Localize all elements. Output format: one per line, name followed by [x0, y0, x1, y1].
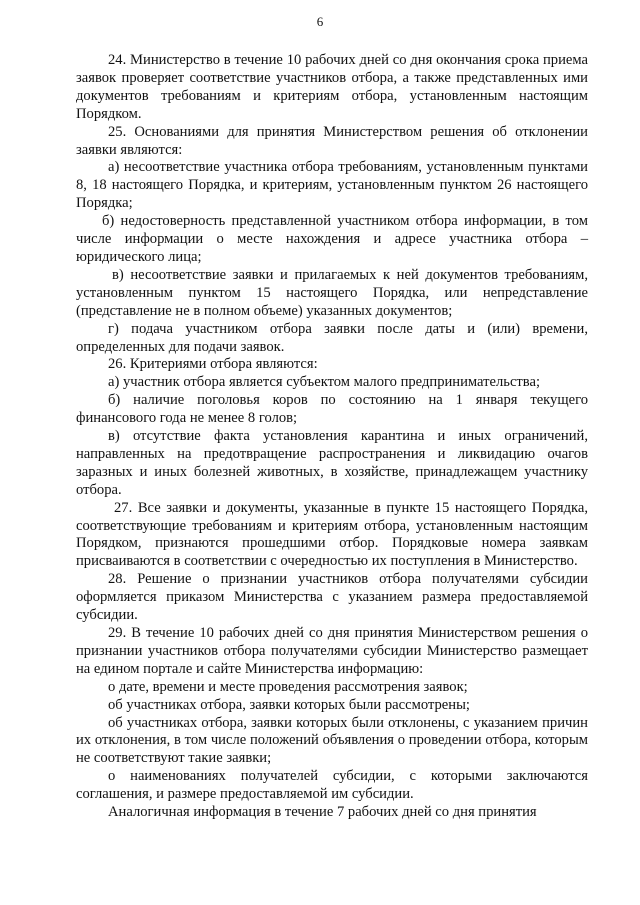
paragraph-27: 27. Все заявки и документы, указанные в пункте 15 настоящего Порядка, соответствующие требованиям и критериям отбора, установленным настоящим Порядком, признаются прошедшими отбор. Порядковые номера заявкам присваиваются в соответствии с очередностью их поступления в Министерство.	[76, 499, 588, 570]
paragraph-26-b: б) наличие поголовья коров по состоянию на 1 января текущего финансового года не менее 8 голов;	[76, 392, 588, 427]
paragraph-25-a: а) несоответствие участника отбора требованиям, установленным пунктами 8, 18 настоящего Порядка, и критериям, установленным пунктом 26 настоящего Порядка;	[76, 159, 588, 212]
paragraph-24: 24. Министерство в течение 10 рабочих дней со дня окончания срока приема заявок проверяет соответствие участников отбора, а также представленных ими документов требованиям и критериям отбора, установленным настоящим Порядком.	[76, 52, 588, 122]
document-body	[76, 52, 588, 822]
paragraph-28: 28. Решение о признании участников отбора получателями субсидии оформляется приказом Министерства с указанием размера предоставляемой субсидии.	[76, 571, 588, 624]
paragraph-26: 26. Критериями отбора являются:	[108, 356, 318, 373]
page-number: 6	[316, 14, 324, 29]
paragraph-29-item-1: о дате, времени и месте проведения рассмотрения заявок;	[108, 678, 468, 695]
paragraph-26-a: а) участник отбора является субъектом малого предпринимательства;	[108, 374, 541, 391]
paragraph-29-item-4: о наименованиях получателей субсидии, с которыми заключаются соглашения, и размере предоставляемой им субсидии.	[76, 768, 588, 803]
paragraph-29: 29. В течение 10 рабочих дней со дня принятия Министерством решения о признании участников отбора получателями субсидии Министерство размещает на едином портале и сайте Министерства информацию:	[76, 625, 588, 677]
paragraph-25-g: г) подача участником отбора заявки после даты и (или) времени, определенных для подачи заявок.	[76, 320, 588, 355]
paragraph-25-v: в) несоответствие заявки и прилагаемых к ней документов требованиям, установленным пунктом 15 настоящего Порядка, или непредставление (представление не в полном объеме) указанных документов;	[76, 266, 588, 319]
paragraph-29-item-3: об участниках отбора, заявки которых были отклонены, с указанием причин их отклонения, в том числе положений объявления о проведении отбора, которым не соответствуют такие заявки;	[76, 714, 588, 767]
paragraph-26-v: в) отсутствие факта установления карантина и иных ограничений, направленных на предотвращение распространения и ликвидацию очагов заразных и иных болезней животных, в хозяйстве, принадлежащем участнику отбора.	[76, 428, 588, 498]
paragraph-25-b: б) недостоверность представленной участником отбора информации, в том числе информации о месте нахождения и адресе участника отбора – юридического лица;	[76, 213, 588, 265]
paragraph-25: 25. Основаниями для принятия Министерством решения об отклонении заявки являются:	[76, 123, 588, 158]
paragraph-continued: Аналогичная информация в течение 7 рабочих дней со дня принятия	[108, 804, 537, 821]
paragraph-29-item-2: об участниках отбора, заявки которых были рассмотрены;	[108, 696, 470, 713]
